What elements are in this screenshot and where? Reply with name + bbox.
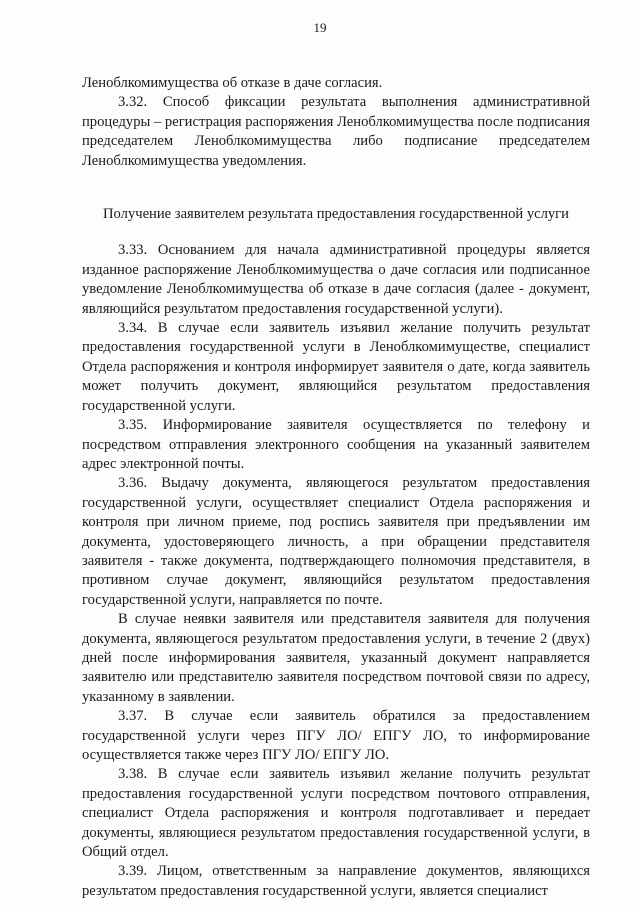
document-body <box>82 74 590 901</box>
paragraph-3-35: 3.35. Информирование заявителя осуществляется по телефону и посредством отправления электронного сообщения на указанный заявителем адрес электронной почты. <box>82 417 590 472</box>
paragraph-3-33: 3.33. Основанием для начала административной процедуры является изданное распоряжение Леноблкомимущества о даче согласия или подписанное уведомление Леноблкомимущества об отказе в даче согласия (далее - документ, являющийся результатом предоставления государственной услуги). <box>82 242 590 317</box>
spacer <box>82 188 590 205</box>
paragraph-3-34: 3.34. В случае если заявитель изъявил желание получить результат предоставления государственной услуги в Леноблкомимуществе, специалист Отдела распоряжения и контроля информирует заявителя о дате, когда заявитель может получить документ, являющийся результатом предоставления государственной услуги. <box>82 320 590 414</box>
paragraph-3-36: 3.36. Выдачу документа, являющегося результатом предоставления государственной услуги, осуществляет специалист Отдела распоряжения и контроля при личном приеме, под роспись заявителя при предъявлении им документа, удостоверяющего личность, а при обращении представителя заявителя - также документа, подтверждающего полномочия представителя, в противном случае документ, являющийся результатом предоставления государственной услуги, направляется по почте. <box>82 475 590 608</box>
paragraph-3-38: 3.38. В случае если заявитель изъявил желание получить результат предоставления государственной услуги посредством почтового отправления, специалист Отдела распоряжения и контроля подготавливает и передает документы, являющиеся результатом предоставления государственной услуги, в Общий отдел. <box>82 766 590 861</box>
page-number: 19 <box>313 20 327 35</box>
spacer <box>82 224 590 241</box>
section-heading: Получение заявителем результата предоставления государственной услуги <box>103 206 569 223</box>
paragraph-3-32: 3.32. Способ фиксации результата выполнения административной процедуры – регистрация распоряжения Леноблкомимущества после подписания председателем Леноблкомимущества либо подписание председателем Леноблкомимущества уведомления. <box>82 94 590 169</box>
spacer <box>82 171 590 188</box>
paragraph-continuation: Леноблкомимущества об отказе в даче согласия. <box>82 75 383 91</box>
paragraph-3-36-continued: В случае неявки заявителя или представителя заявителя для получения документа, являющегося результатом предоставления услуги, в течение 2 (двух) дней после информирования заявителя, указанный документ направляется заявителю или представителю заявителя посредством почтовой связи по адресу, указанному в заявлении. <box>82 611 590 705</box>
paragraph-3-39: 3.39. Лицом, ответственным за направление документов, являющихся результатом предоставления государственной услуги, является специалист <box>82 863 590 899</box>
paragraph-3-37: 3.37. В случае если заявитель обратился за предоставлением государственной услуги через ПГУ ЛО/ ЕПГУ ЛО, то информирование осуществляется также через ПГУ ЛО/ ЕПГУ ЛО. <box>82 708 590 763</box>
